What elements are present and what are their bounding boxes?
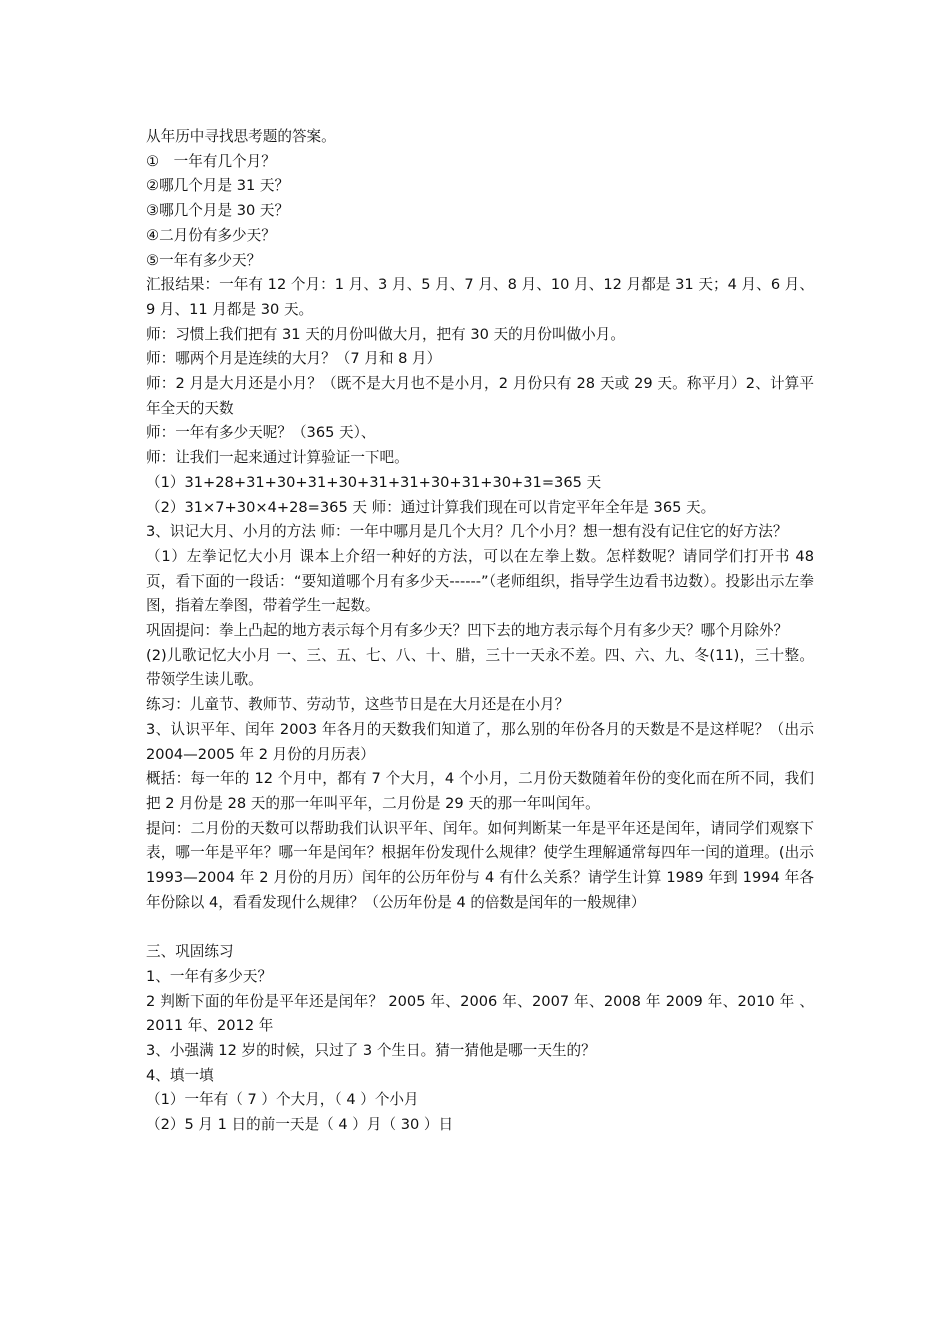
summary-paragraph: 概括：每一年的 12 个月中，都有 7 个大月，4 个小月，二月份天数随着年份的变化而在所不同，我们把 2 月份是 28 天的那一年叫平年，二月份是 29 天的那一年叫闰年。 [146,770,814,812]
exercise-3: 3、小强满 12 岁的时候，只过了 3 个生日。猜一猜他是哪一天生的？ [146,1042,596,1059]
teacher-line-5: 师：让我们一起来通过计算验证一下吧。 [146,449,409,467]
leap-year-intro: 3、认识平年、闰年 2003 年各月的天数我们知道了，那么别的年份各月的天数是不是这样呢？（出示 2004—2005 年 2 月份的月历表） [146,720,814,763]
teacher-line-3: 师：2 月是大月还是小月？（既不是大月也不是小月，2 月份只有 28 天或 29 天。称平月）2、计算平年全天的天数 [146,375,814,417]
teacher-line-4: 师：一年有多少天呢？（365 天）、 [146,424,376,442]
left-fist-method: （1）左拳记忆大小月 课本上介绍一种好的方法，可以在左拳上数。怎样数呢？请同学们打开书 48 页，看下面的一段话：“要知道哪个月有多少天------”（老师组织，指导学生边看书边数）。投影出示左拳图，指着左拳图，带着学生一起数。 [146,547,814,615]
teacher-line-2: 师：哪两个月是连续的大月？（7 月和 8 月） [146,350,442,368]
question-1: ① 一年有几个月？ [146,152,276,170]
intro-line: 从年历中寻找思考题的答案。 [146,128,336,145]
question-3: ③哪几个月是 30 天？ [146,202,290,220]
consolidation-question: 巩固提问：拳上凸起的地方表示每个月有多少天？凹下去的地方表示每个月有多少天？哪个月除外？ [146,622,789,640]
exercise-2: 2 判断下面的年份是平年还是闰年？ 2005 年、2006 年、2007 年、2008 年 2009 年、2010 年 、2011 年、2012 年 [146,992,814,1035]
section-3-title: 三、巩固练习 [146,943,234,961]
question-paragraph: 提问：二月份的天数可以帮助我们认识平年、闰年。如何判断某一年是平年还是闰年，请同学们观察下表，哪一年是平年？哪一年是闰年？根据年份发现什么规律？使学生理解通常每四年一闰的道理。(出示 1993—2004 年 2 月份的月历）闰年的公历年份与 4 有什么关系？请学生计算 1989 年到 1994 年各年份除以 4，看看发现什么规律？（公历年份是 4 的倍数是闰年的一般规律） [146,819,814,911]
exercise-4: 4、填一填 [146,1066,214,1084]
rhyme-method: (2)儿歌记忆大小月 一、三、五、七、八、十、腊，三十一天永不差。四、六、九、冬(11)，三十整。带领学生读儿歌。 [146,646,814,689]
practice-line: 练习：儿童节、教师节、劳动节，这些节日是在大月还是在小月？ [146,696,570,714]
section-3-heading: 3、识记大月、小月的方法 师：一年中哪月是几个大月？几个小月？想一想有没有记住它的好方法？ [146,523,788,541]
exercise-1: 1、一年有多少天？ [146,967,273,985]
teacher-line-1: 师：习惯上我们把有 31 天的月份叫做大月，把有 30 天的月份叫做小月。 [146,325,625,343]
report-paragraph: 汇报结果：一年有 12 个月：1 月、3 月、5 月、7 月、8 月、10 月、12 月都是 31 天；4 月、6 月、9 月、11 月都是 30 天。 [146,276,814,318]
fill-in-1: （1）一年有（ 7 ）个大月，（ 4 ）个小月 [146,1091,419,1109]
calculation-2: （2）31×7+30×4+28=365 天 师：通过计算我们现在可以肯定平年全年是 365 天。 [146,498,716,516]
blank-line [146,916,814,941]
question-2: ②哪几个月是 31 天？ [146,177,290,195]
document-body [146,125,814,1138]
question-5: ⑤一年有多少天？ [146,251,262,269]
question-4: ④二月份有多少天？ [146,226,276,244]
calculation-1: （1）31+28+31+30+31+30+31+31+30+31+30+31=365 天 [146,473,602,491]
fill-in-2: （2）5 月 1 日的前一天是（ 4 ）月（ 30 ）日 [146,1116,454,1134]
